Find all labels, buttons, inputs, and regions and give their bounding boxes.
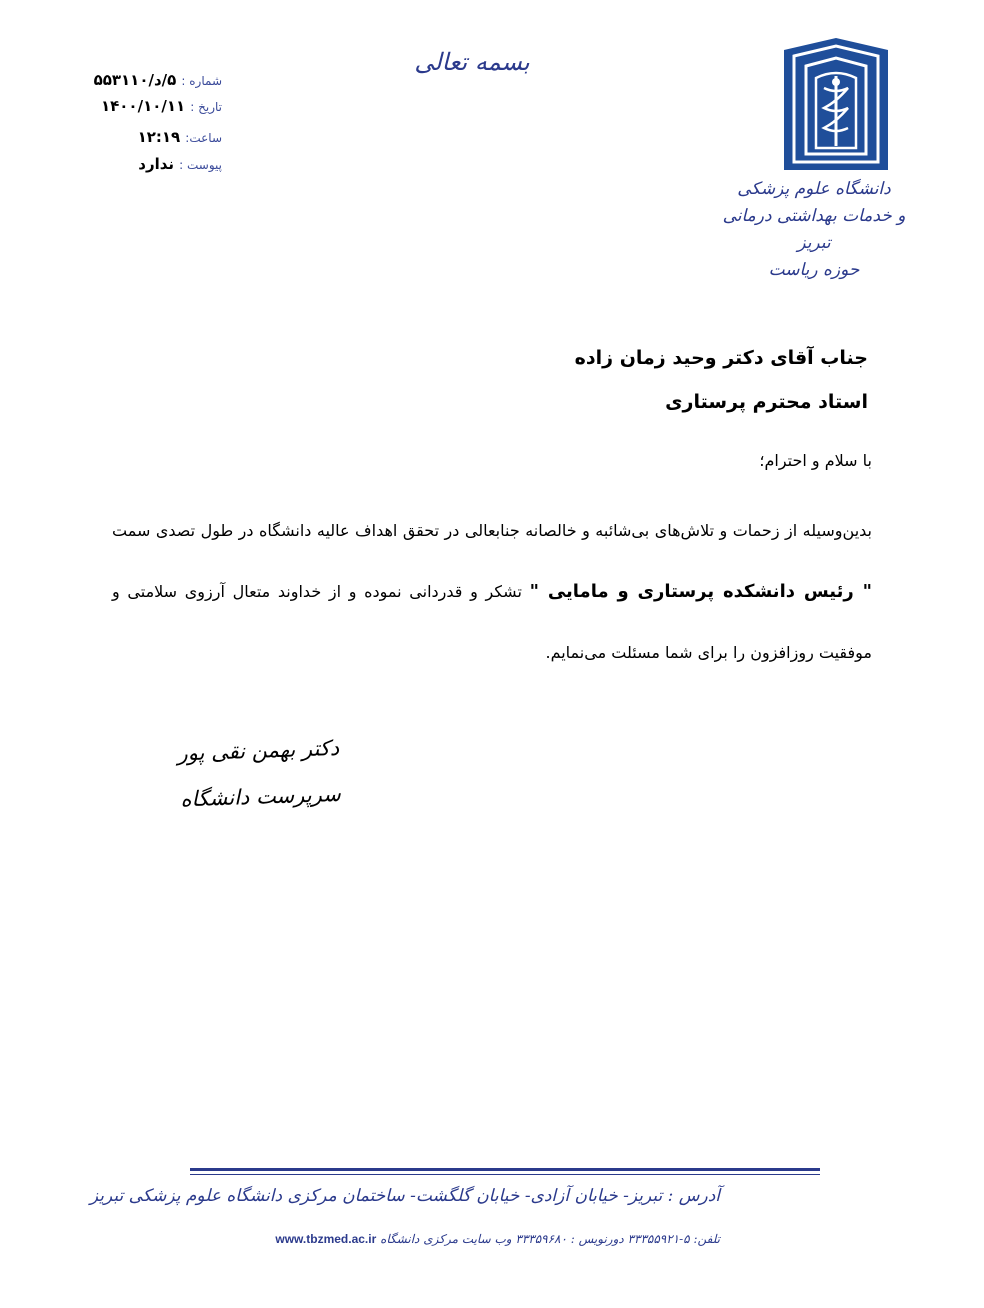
footer-contact-text: تلفن: ۵-۳۳۳۵۵۹۲۱ دورنویس : ۳۳۳۵۹۶۸۰ وب سایت مرکزی دانشگاه bbox=[380, 1232, 720, 1246]
addressee-name: جناب آقای دکتر وحید زمان زاده bbox=[574, 347, 868, 369]
footer-divider-thin bbox=[190, 1174, 820, 1175]
body-text-part1: بدین‌وسیله از زحمات و تلاش‌های بی‌شائبه و خالصانه جنابعالی در تحقق اهداف عالیه دانشگاه در طول تصدی سمت bbox=[112, 521, 872, 540]
letter-date bbox=[70, 96, 222, 115]
letter-attachment-value: ندارد bbox=[138, 155, 175, 173]
greeting: با سلام و احترام؛ bbox=[759, 451, 872, 470]
body-paragraph bbox=[112, 500, 872, 683]
letter-attachment bbox=[70, 154, 222, 173]
letter-time bbox=[70, 127, 222, 146]
university-name bbox=[714, 176, 914, 284]
university-name-line3: حوزه ریاست bbox=[768, 260, 860, 280]
addressee-title: استاد محترم پرستاری bbox=[665, 391, 868, 413]
footer-divider-thick bbox=[190, 1168, 820, 1171]
signature-name: دکتر بهمن نقی پور bbox=[177, 735, 340, 766]
addressee-block bbox=[575, 336, 868, 424]
footer-contact bbox=[200, 1232, 720, 1246]
university-name-line1: دانشگاه علوم پزشکی bbox=[737, 179, 891, 199]
signature-block bbox=[158, 725, 341, 823]
letter-date-value: ۱۴۰۰/۱۰/۱۱ bbox=[100, 97, 186, 115]
university-logo-icon bbox=[780, 38, 892, 174]
university-name-line2: و خدمات بهداشتی درمانی تبریز bbox=[722, 206, 906, 253]
footer-website-link[interactable]: www.tbzmed.ac.ir bbox=[275, 1232, 377, 1246]
footer-address: آدرس : تبریز- خیابان آزادی- خیابان گلگشت- ساختمان مرکزی دانشگاه علوم پزشکی تبریز bbox=[89, 1186, 720, 1206]
letter-attachment-label: پیوست : bbox=[179, 158, 222, 172]
body-text-part2: تشکر و قدردانی نموده و از خداوند متعال آرزوی سلامتی و موفقیت روزافزون را برای شما مسئلت می‌نمایم. bbox=[112, 582, 872, 662]
signature-title: سرپرست دانشگاه bbox=[180, 781, 342, 812]
letter-number bbox=[70, 70, 222, 89]
letter-number-label: شماره : bbox=[181, 74, 222, 88]
letter-date-label: تاریخ : bbox=[190, 100, 222, 114]
letter-number-value: ۵/د/۵۵۳۱۱۰ bbox=[93, 71, 177, 89]
letter-time-label: ساعت: bbox=[185, 131, 222, 145]
body-highlight: " رئیس دانشکده پرستاری و مامایی " bbox=[529, 581, 872, 602]
basmala-heading: بسمه تعالی bbox=[414, 48, 530, 76]
letter-time-value: ۱۲:۱۹ bbox=[137, 128, 181, 146]
